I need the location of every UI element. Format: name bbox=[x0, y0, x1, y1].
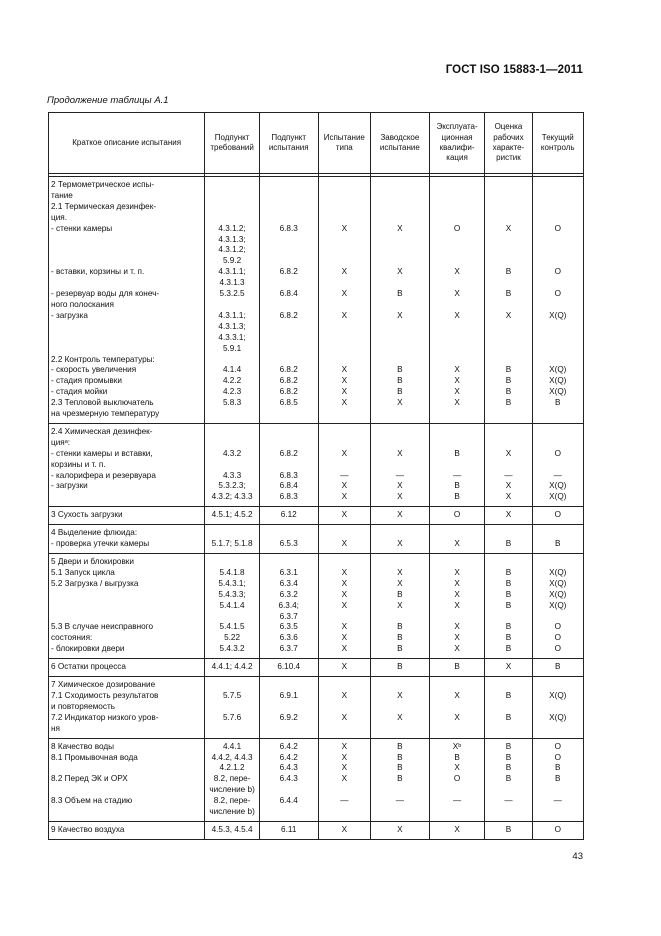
test-description-cell: 8 Качество воды 8.1 Промывочная вода 8.2 Перед ЭК и ОРХ 8.3 Объем на стадию bbox=[49, 738, 205, 821]
table-cell: 6.3.1 6.3.4 6.3.2 6.3.4; 6.3.7 6.3.5 6.3.6 6.3.7 bbox=[259, 554, 318, 659]
header-works-test: Заводское испытание bbox=[371, 113, 430, 174]
table-row bbox=[49, 659, 584, 677]
table-cell: 6.11 bbox=[259, 821, 318, 839]
table-cell: X bbox=[429, 821, 485, 839]
table-cell: X bbox=[318, 659, 370, 677]
table-cell: 5.1.7; 5.1.8 bbox=[205, 525, 260, 554]
table-cell: X X B X B B B X bbox=[371, 177, 430, 424]
test-description-cell: 9 Качество воздуха bbox=[49, 821, 205, 839]
table-cell: 6.4.2 6.4.2 6.4.3 6.4.3 6.4.4 bbox=[259, 738, 318, 821]
table-row bbox=[49, 507, 584, 525]
test-description-cell: 4 Выделение флюида: - проверка утечки камеры bbox=[49, 525, 205, 554]
test-description-cell: 6 Остатки процесса bbox=[49, 659, 205, 677]
table-row bbox=[49, 525, 584, 554]
test-summary-table bbox=[48, 112, 584, 840]
table-cell: O bbox=[532, 821, 583, 839]
table-row bbox=[49, 177, 584, 424]
table-cell: 5.4.1.8 5.4.3.1; 5.4.3.3; 5.4.1.4 5.4.1.5 5.22 5.4.3.2 bbox=[205, 554, 260, 659]
table-cell: X X X X X X X bbox=[318, 554, 370, 659]
table-cell: 4.5.1; 4.5.2 bbox=[205, 507, 260, 525]
document-standard-number: ГОСТ ISO 15883-1—2011 bbox=[445, 64, 583, 76]
header-operational-qualification: Эксплуата- ционная квалифи- кация bbox=[429, 113, 485, 174]
table-cell: X bbox=[318, 821, 370, 839]
table-cell: 4.3.1.2; 4.3.1.3; 4.3.1.2; 5.9.2 4.3.1.1; 4.3.1.3 5.3.2.5 4.3.1.1; 4.3.1.3; 4.3.3.1; 5.9.1 4.1.4 4.2.2 4.2.3 5.8.3 bbox=[205, 177, 260, 424]
table-cell: X X bbox=[429, 677, 485, 739]
table-cell: X X X X X X X X bbox=[318, 177, 370, 424]
table-cell: X bbox=[371, 507, 430, 525]
table-cell: 6.8.2 6.8.3 6.8.4 6.8.3 bbox=[259, 423, 318, 506]
table-cell: 5.7.5 5.7.6 bbox=[205, 677, 260, 739]
table-cell: O — X(Q) X(Q) bbox=[532, 423, 583, 506]
table-cell: X(Q) X(Q) bbox=[532, 677, 583, 739]
table-caption: Продолжение таблицы А.1 bbox=[47, 95, 169, 106]
table-cell: B B bbox=[485, 677, 532, 739]
table-cell: B bbox=[485, 821, 532, 839]
table-cell: X X X X X X X bbox=[429, 554, 485, 659]
table-cell: B — B B bbox=[429, 423, 485, 506]
table-cell: X bbox=[485, 507, 532, 525]
header-requirement-clause: Подпункт требований bbox=[205, 113, 260, 174]
table-header-row bbox=[49, 113, 584, 174]
table-cell: 4.3.2 4.3.3 5.3.2.3; 4.3.2; 4.3.3 bbox=[205, 423, 260, 506]
table-cell: B bbox=[371, 659, 430, 677]
table-cell: X — X X bbox=[485, 423, 532, 506]
table-cell: X X X X — bbox=[318, 738, 370, 821]
table-row bbox=[49, 677, 584, 739]
test-description-cell: 3 Сухость загрузки bbox=[49, 507, 205, 525]
test-description-cell: 7 Химическое дозирование 7.1 Сходимость результатов и повторяемость 7.2 Индикатор низкого уров- ня bbox=[49, 677, 205, 739]
table-cell: 6.9.1 6.9.2 bbox=[259, 677, 318, 739]
table-cell: X X bbox=[371, 677, 430, 739]
table-cell: 6.8.3 6.8.2 6.8.4 6.8.2 6.8.2 6.8.2 6.8.2 6.8.5 bbox=[259, 177, 318, 424]
table-cell: X bbox=[429, 525, 485, 554]
table-cell: Xᵇ B X O — bbox=[429, 738, 485, 821]
table-cell: O O B B — bbox=[532, 738, 583, 821]
table-row bbox=[49, 821, 584, 839]
table-cell: X bbox=[371, 821, 430, 839]
table-cell: B B B B — bbox=[371, 738, 430, 821]
table-cell: B bbox=[485, 525, 532, 554]
table-cell: B bbox=[532, 525, 583, 554]
table-cell: B B B B B B B bbox=[485, 554, 532, 659]
table-cell: B B B B — bbox=[485, 738, 532, 821]
table-cell: B bbox=[532, 659, 583, 677]
table-row bbox=[49, 554, 584, 659]
table-cell: 4.5.3, 4.5.4 bbox=[205, 821, 260, 839]
header-type-test: Испытание типа bbox=[318, 113, 370, 174]
table-cell: X bbox=[371, 525, 430, 554]
table-cell: X(Q) X(Q) X(Q) X(Q) O O O bbox=[532, 554, 583, 659]
header-performance-qualification: Оценка рабочих характе- ристик bbox=[485, 113, 532, 174]
table-cell: O X X X X X X X bbox=[429, 177, 485, 424]
table-cell: 4.4.1 4.4.2, 4.4.3 4.2.1.2 8.2, пере- числение b) 8.2, пере- числение b) bbox=[205, 738, 260, 821]
table-cell: B bbox=[429, 659, 485, 677]
table-cell: 6.10.4 bbox=[259, 659, 318, 677]
table-cell: X bbox=[318, 507, 370, 525]
header-test-description: Краткое описание испытания bbox=[49, 113, 205, 174]
test-description-cell: 2.4 Химическая дезинфек- цияᵃ: - стенки камеры и вставки, корзины и т. п. - калорифера и резервуара - загрузки bbox=[49, 423, 205, 506]
table-cell: O bbox=[429, 507, 485, 525]
table-cell: 6.5.3 bbox=[259, 525, 318, 554]
test-description-cell: 2 Термометрическое испы- тание 2.1 Термическая дезинфек- ция. - стенки камеры - вставки, корзины и т. п. - резервуар воды для конеч- ного полоскания - загрузка 2.2 Контроль температуры: - скорость увеличения - стадия промывки - стадия мойки 2.3 Тепловой выключатель на чрезмерную температуру bbox=[49, 177, 205, 424]
table-cell: X bbox=[318, 525, 370, 554]
table-cell: X X B X B B B bbox=[371, 554, 430, 659]
table-cell: X — X X bbox=[318, 423, 370, 506]
table-row bbox=[49, 738, 584, 821]
table-cell: O bbox=[532, 507, 583, 525]
table-cell: X X bbox=[318, 677, 370, 739]
test-description-cell: 5 Двери и блокировки 5.1 Запуск цикла 5.2 Загрузка / выгрузка 5.3 В случае неисправного состояния: - блокировки двери bbox=[49, 554, 205, 659]
table-cell: X bbox=[485, 659, 532, 677]
page-number: 43 bbox=[572, 851, 583, 862]
table-body bbox=[49, 177, 584, 840]
table-cell: X B B X B B B B bbox=[485, 177, 532, 424]
table-cell: 4.4.1; 4.4.2 bbox=[205, 659, 260, 677]
table-cell: O O O X(Q) X(Q) X(Q) X(Q) B bbox=[532, 177, 583, 424]
table-row bbox=[49, 423, 584, 506]
table-cell: 6.12 bbox=[259, 507, 318, 525]
header-test-clause: Подпункт испытания bbox=[259, 113, 318, 174]
header-routine-control: Текущий контроль bbox=[532, 113, 583, 174]
table-cell: X — X X bbox=[371, 423, 430, 506]
